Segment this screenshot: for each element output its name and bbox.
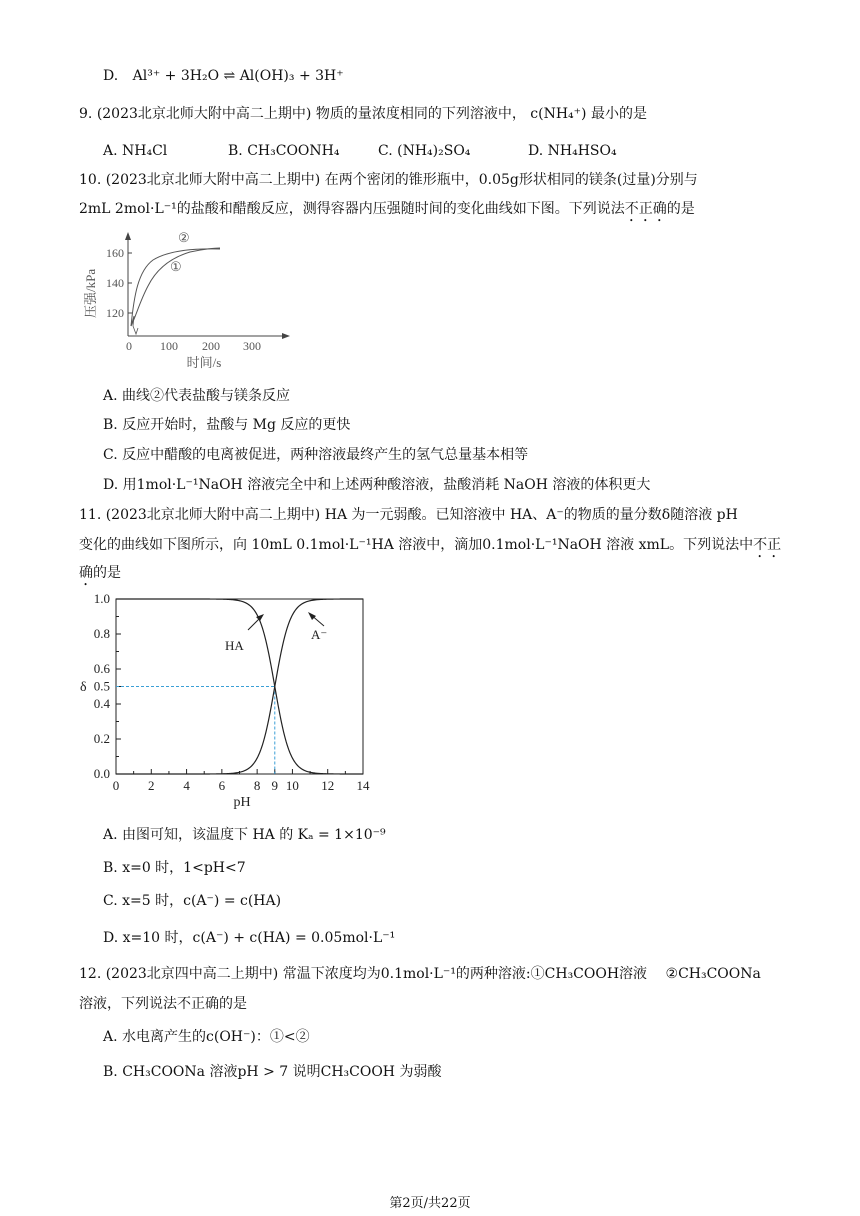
q9-option-c [378, 141, 470, 161]
option-text: 用1mol·L⁻¹NaOH 溶液完全中和上述两种酸溶液，盐酸消耗 NaOH 溶液的体积更大 [122, 477, 651, 493]
emphasis-text: 确 [79, 565, 93, 581]
series-label-ha: HA [225, 638, 244, 653]
option-label: A. [103, 143, 118, 159]
x-tick-label: 14 [356, 778, 370, 793]
question-source: (2023北京北师大附中高二上期中) [105, 507, 321, 523]
q12-option-a [103, 1027, 310, 1047]
option-label: A. [103, 827, 118, 843]
y-tick-label: 0.5 [93, 678, 110, 694]
option-label: D. [103, 68, 119, 84]
x-tick-label: 0 [126, 339, 132, 353]
y-axis-label: 压强/kPa [83, 268, 98, 318]
option-text: Al³⁺ + 3H₂O ⇌ Al(OH)₃ + 3H⁺ [132, 68, 344, 84]
option-text: 由图可知，该温度下 HA 的 Kₐ = 1×10⁻⁹ [122, 827, 386, 843]
fraction-ph-chart [70, 590, 380, 810]
question-text: 的是 [666, 201, 695, 217]
x-tick-label: 8 [253, 778, 261, 793]
option-label: D. [103, 930, 119, 946]
page-footer: 第2页/共22页 [389, 1196, 471, 1211]
y-tick-label: 120 [106, 306, 124, 320]
x-tick-label: 12 [321, 778, 335, 793]
curve-label-2: ② [178, 230, 190, 245]
q10-option-b [103, 415, 350, 435]
option-label: B. [103, 860, 118, 876]
pressure-time-chart [78, 226, 298, 374]
option-label: B. [103, 1064, 118, 1080]
question-10-stem-line1 [79, 170, 698, 190]
y-tick-label: 0.0 [93, 766, 110, 781]
option-label: A. [103, 1029, 118, 1045]
option-text: 反应中醋酸的电离被促进，两种溶液最终产生的氢气总量基本相等 [122, 447, 529, 463]
q10-option-c [103, 445, 528, 465]
x-tick-label: 100 [160, 339, 178, 353]
y-tick-label: 1.0 [93, 591, 110, 606]
option-label: C. [103, 447, 118, 463]
q11-option-a [103, 825, 386, 845]
x-tick-label: 0 [112, 778, 120, 793]
option-text: 水电离产生的c(OH⁻)：①<② [122, 1029, 310, 1045]
question-number: 9. [79, 106, 93, 122]
question-source: (2023北京四中高二上期中) [105, 966, 279, 982]
question-text: HA 为一元弱酸。已知溶液中 HA、A⁻的物质的量分数δ随溶液 pH [324, 507, 738, 523]
question-text: 溶液，下列说法不正确的是 [79, 996, 247, 1012]
q9-option-d [528, 141, 617, 161]
question-text: 的是 [93, 565, 121, 581]
question-text: 2mL 2mol·L⁻¹的盐酸和醋酸反应，测得容器内压强随时间的变化曲线如下图。下列说法 [79, 201, 625, 217]
q9-option-a [103, 141, 167, 161]
y-tick-label: 160 [106, 246, 124, 260]
option-text: 曲线②代表盐酸与镁条反应 [122, 388, 291, 404]
curve-label-1: ① [170, 259, 182, 274]
q10-option-d [103, 475, 650, 495]
option-label: B. [103, 417, 118, 433]
x-tick-label: 6 [218, 778, 226, 793]
x-ticks [113, 769, 370, 793]
option-label: C. [378, 143, 393, 159]
emphasis-text: 不正确 [624, 201, 667, 217]
question-source: (2023北京北师大附中高二上期中) [105, 172, 321, 188]
emphasis-text: 不正 [753, 537, 782, 553]
question-9-stem [79, 104, 647, 124]
option-label: D. [103, 477, 119, 493]
question-text: ②CH₃COONa [665, 966, 761, 982]
q10-option-a [103, 386, 290, 406]
q9-option-b [228, 141, 339, 161]
option-label: C. [103, 893, 118, 909]
question-10-stem-line2 [79, 199, 695, 225]
question-11-stem-line2 [79, 535, 781, 561]
option-label: A. [103, 388, 118, 404]
series-label-a: A⁻ [311, 627, 328, 642]
a-pointer-head [308, 612, 316, 620]
x-tick-label: 300 [243, 339, 261, 353]
x-tick-label: 9 [271, 778, 279, 793]
option-text: NH₄HSO₄ [547, 143, 617, 159]
y-tick-label: 140 [106, 276, 124, 290]
x-axis-arrow [282, 333, 290, 339]
question-11-stem-line1 [79, 505, 738, 525]
x-axis-label: 时间/s [186, 355, 222, 370]
y-tick-label: 0.2 [93, 731, 110, 746]
question-number: 11. [79, 507, 102, 523]
question-11-stem-line3 [79, 563, 121, 589]
x-axis-label: pH [233, 795, 251, 810]
y-tick-label: 0.4 [93, 696, 110, 711]
option-label: D. [528, 143, 544, 159]
y-axis-label: δ [80, 680, 87, 695]
question-formula: c(NH₄⁺) [530, 106, 587, 122]
option-label: B. [228, 143, 243, 159]
option-text: 反应开始时，盐酸与 Mg 反应的更快 [122, 417, 351, 433]
y-axis-arrow [125, 232, 131, 240]
option-text: CH₃COONa 溶液pH > 7 说明CH₃COOH 为弱酸 [122, 1064, 442, 1080]
y-tick-label: 0.6 [93, 661, 110, 676]
question-12-stem-line2 [79, 994, 247, 1014]
option-text: (NH₄)₂SO₄ [397, 143, 471, 159]
x-tick-label: 2 [148, 778, 155, 793]
q8-option-d [103, 66, 344, 86]
question-text: 物质的量浓度相同的下列溶液中， [315, 106, 526, 122]
question-text: 最小的是 [590, 106, 647, 122]
question-number: 12. [79, 966, 102, 982]
option-text: NH₄Cl [122, 143, 168, 159]
option-text: x=0 时，1<pH<7 [122, 860, 246, 876]
option-text: x=5 时，c(A⁻) = c(HA) [122, 893, 282, 909]
question-number: 10. [79, 172, 102, 188]
y-tick-label: 0.8 [93, 626, 110, 641]
x-tick-label: 4 [183, 778, 190, 793]
question-text: 变化的曲线如下图所示，向 10mL 0.1mol·L⁻¹HA 溶液中，滴加0.1mol·L⁻¹NaOH 溶液 xmL。下列说法中 [79, 537, 754, 553]
q12-option-b [103, 1062, 441, 1082]
question-text: 在两个密闭的锥形瓶中，0.05g形状相同的镁条(过量)分别与 [324, 172, 698, 188]
question-text: 常温下浓度均为0.1mol·L⁻¹的两种溶液:①CH₃COOH溶液 [282, 966, 648, 982]
option-text: x=10 时，c(A⁻) + c(HA) = 0.05mol·L⁻¹ [122, 930, 396, 946]
q11-option-b [103, 858, 246, 878]
guide-lines [116, 687, 275, 775]
q11-option-c [103, 891, 281, 911]
question-source: (2023北京北师大附中高二上期中) [96, 106, 312, 122]
question-12-stem-line1 [79, 964, 761, 984]
option-text: CH₃COONH₄ [247, 143, 340, 159]
x-tick-label: 200 [202, 339, 220, 353]
x-tick-label: 10 [285, 778, 299, 793]
q11-option-d [103, 928, 395, 948]
